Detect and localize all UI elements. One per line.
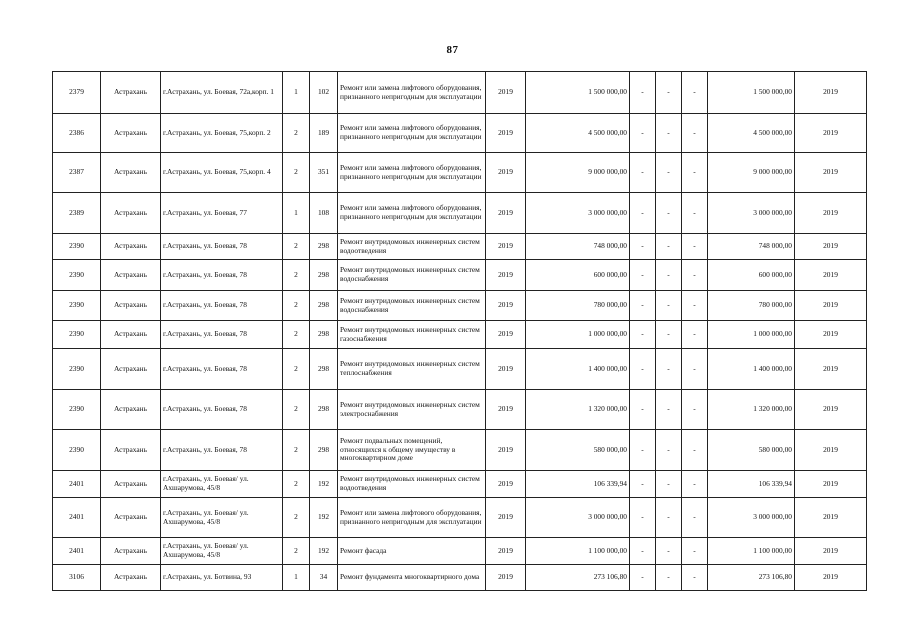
- cell-work-type: Ремонт подвальных помещений, относящихся к общему имуществу в многоквартирном доме: [338, 430, 486, 471]
- cell-total-cost: 1 500 000,00: [526, 72, 630, 114]
- cell-total-cost: 1 320 000,00: [526, 390, 630, 430]
- cell-dash-3: -: [682, 321, 708, 349]
- cell-address: г.Астрахань, ул. Боевая/ ул. Ахшарумова, 45/8: [161, 471, 283, 498]
- cell-total-cost: 273 106,80: [526, 565, 630, 591]
- cell-total-cost: 600 000,00: [526, 260, 630, 291]
- cell-year: 2019: [486, 498, 526, 538]
- cell-address: г.Астрахань, ул. Боевая/ ул. Ахшарумова, 45/8: [161, 538, 283, 565]
- table-row: [53, 498, 867, 538]
- cell-address: г.Астрахань, ул. Боевая, 78: [161, 291, 283, 321]
- cell-completion-year: 2019: [795, 260, 867, 291]
- cell-work-type: Ремонт фасада: [338, 538, 486, 565]
- cell-work-type: Ремонт внутридомовых инженерных систем водоотведения: [338, 234, 486, 260]
- cell-total-cost: 3 000 000,00: [526, 193, 630, 234]
- cell-apartments: 298: [310, 321, 338, 349]
- cell-dash-1: -: [630, 72, 656, 114]
- cell-fund-amount: 1 320 000,00: [708, 390, 795, 430]
- cell-apartments: 298: [310, 260, 338, 291]
- cell-completion-year: 2019: [795, 498, 867, 538]
- cell-completion-year: 2019: [795, 153, 867, 193]
- cell-address: г.Астрахань, ул. Боевая, 78: [161, 390, 283, 430]
- cell-entrances: 2: [283, 498, 310, 538]
- cell-dash-3: -: [682, 498, 708, 538]
- cell-city: Астрахань: [101, 193, 161, 234]
- table-row: [53, 234, 867, 260]
- cell-dash-3: -: [682, 114, 708, 153]
- table-row: [53, 114, 867, 153]
- cell-dash-2: -: [656, 538, 682, 565]
- cell-dash-2: -: [656, 471, 682, 498]
- cell-dash-3: -: [682, 72, 708, 114]
- cell-dash-1: -: [630, 153, 656, 193]
- cell-year: 2019: [486, 72, 526, 114]
- cell-apartments: 34: [310, 565, 338, 591]
- table-row: [53, 430, 867, 471]
- cell-dash-2: -: [656, 321, 682, 349]
- cell-entrances: 2: [283, 430, 310, 471]
- cell-apartments: 298: [310, 430, 338, 471]
- cell-dash-1: -: [630, 471, 656, 498]
- cell-completion-year: 2019: [795, 291, 867, 321]
- cell-row-id: 3106: [53, 565, 101, 591]
- cell-fund-amount: 273 106,80: [708, 565, 795, 591]
- cell-apartments: 298: [310, 390, 338, 430]
- cell-city: Астрахань: [101, 72, 161, 114]
- cell-dash-3: -: [682, 349, 708, 390]
- cell-total-cost: 106 339,94: [526, 471, 630, 498]
- cell-year: 2019: [486, 260, 526, 291]
- cell-total-cost: 748 000,00: [526, 234, 630, 260]
- cell-row-id: 2401: [53, 498, 101, 538]
- cell-row-id: 2389: [53, 193, 101, 234]
- table-row: [53, 153, 867, 193]
- cell-work-type: Ремонт или замена лифтового оборудования, признанного непригодным для эксплуатации: [338, 498, 486, 538]
- cell-fund-amount: 580 000,00: [708, 430, 795, 471]
- cell-dash-3: -: [682, 565, 708, 591]
- cell-fund-amount: 106 339,94: [708, 471, 795, 498]
- cell-address: г.Астрахань, ул. Боевая, 75,корп. 2: [161, 114, 283, 153]
- cell-work-type: Ремонт внутридомовых инженерных систем газоснабжения: [338, 321, 486, 349]
- page-number: 87: [446, 44, 459, 56]
- cell-completion-year: 2019: [795, 430, 867, 471]
- cell-dash-2: -: [656, 193, 682, 234]
- cell-address: г.Астрахань, ул. Боевая, 78: [161, 260, 283, 291]
- cell-row-id: 2390: [53, 234, 101, 260]
- cell-completion-year: 2019: [795, 538, 867, 565]
- cell-year: 2019: [486, 234, 526, 260]
- cell-apartments: 192: [310, 498, 338, 538]
- cell-apartments: 298: [310, 234, 338, 260]
- cell-dash-2: -: [656, 349, 682, 390]
- cell-city: Астрахань: [101, 471, 161, 498]
- cell-year: 2019: [486, 471, 526, 498]
- cell-city: Астрахань: [101, 390, 161, 430]
- cell-dash-1: -: [630, 291, 656, 321]
- cell-apartments: 192: [310, 538, 338, 565]
- table-row: [53, 538, 867, 565]
- cell-address: г.Астрахань, ул. Боевая/ ул. Ахшарумова, 45/8: [161, 498, 283, 538]
- cell-completion-year: 2019: [795, 349, 867, 390]
- cell-dash-1: -: [630, 349, 656, 390]
- cell-dash-1: -: [630, 193, 656, 234]
- cell-dash-1: -: [630, 321, 656, 349]
- cell-city: Астрахань: [101, 565, 161, 591]
- cell-address: г.Астрахань, ул. Боевая, 78: [161, 349, 283, 390]
- cell-year: 2019: [486, 430, 526, 471]
- cell-fund-amount: 780 000,00: [708, 291, 795, 321]
- cell-dash-3: -: [682, 153, 708, 193]
- cell-total-cost: 1 400 000,00: [526, 349, 630, 390]
- cell-dash-1: -: [630, 234, 656, 260]
- cell-completion-year: 2019: [795, 234, 867, 260]
- table-row: [53, 260, 867, 291]
- cell-total-cost: 9 000 000,00: [526, 153, 630, 193]
- cell-entrances: 1: [283, 565, 310, 591]
- cell-entrances: 2: [283, 471, 310, 498]
- cell-address: г.Астрахань, ул. Ботвина, 93: [161, 565, 283, 591]
- cell-entrances: 2: [283, 321, 310, 349]
- cell-entrances: 2: [283, 538, 310, 565]
- cell-work-type: Ремонт внутридомовых инженерных систем водоснабжения: [338, 260, 486, 291]
- cell-address: г.Астрахань, ул. Боевая, 77: [161, 193, 283, 234]
- cell-dash-1: -: [630, 260, 656, 291]
- cell-year: 2019: [486, 390, 526, 430]
- cell-completion-year: 2019: [795, 72, 867, 114]
- cell-year: 2019: [486, 153, 526, 193]
- cell-fund-amount: 748 000,00: [708, 234, 795, 260]
- cell-row-id: 2401: [53, 538, 101, 565]
- cell-city: Астрахань: [101, 349, 161, 390]
- cell-apartments: 108: [310, 193, 338, 234]
- cell-entrances: 2: [283, 349, 310, 390]
- cell-entrances: 2: [283, 234, 310, 260]
- cell-apartments: 298: [310, 349, 338, 390]
- cell-dash-1: -: [630, 390, 656, 430]
- cell-year: 2019: [486, 114, 526, 153]
- cell-work-type: Ремонт внутридомовых инженерных систем теплоснабжения: [338, 349, 486, 390]
- table-row: [53, 390, 867, 430]
- cell-dash-2: -: [656, 565, 682, 591]
- cell-dash-2: -: [656, 498, 682, 538]
- cell-row-id: 2390: [53, 291, 101, 321]
- cell-dash-2: -: [656, 114, 682, 153]
- cell-dash-3: -: [682, 234, 708, 260]
- cell-year: 2019: [486, 321, 526, 349]
- cell-fund-amount: 9 000 000,00: [708, 153, 795, 193]
- works-table: [52, 71, 867, 591]
- cell-entrances: 1: [283, 193, 310, 234]
- cell-year: 2019: [486, 538, 526, 565]
- cell-work-type: Ремонт внутридомовых инженерных систем электроснабжения: [338, 390, 486, 430]
- cell-dash-1: -: [630, 114, 656, 153]
- cell-dash-2: -: [656, 153, 682, 193]
- cell-row-id: 2390: [53, 349, 101, 390]
- cell-fund-amount: 1 500 000,00: [708, 72, 795, 114]
- cell-dash-3: -: [682, 538, 708, 565]
- cell-work-type: Ремонт или замена лифтового оборудования, признанного непригодным для эксплуатации: [338, 193, 486, 234]
- cell-entrances: 2: [283, 153, 310, 193]
- cell-dash-2: -: [656, 234, 682, 260]
- cell-address: г.Астрахань, ул. Боевая, 78: [161, 430, 283, 471]
- cell-year: 2019: [486, 565, 526, 591]
- cell-city: Астрахань: [101, 498, 161, 538]
- cell-apartments: 351: [310, 153, 338, 193]
- cell-address: г.Астрахань, ул. Боевая, 75,корп. 4: [161, 153, 283, 193]
- cell-fund-amount: 3 000 000,00: [708, 193, 795, 234]
- cell-year: 2019: [486, 291, 526, 321]
- cell-fund-amount: 1 100 000,00: [708, 538, 795, 565]
- cell-work-type: Ремонт внутридомовых инженерных систем водоснабжения: [338, 291, 486, 321]
- cell-city: Астрахань: [101, 291, 161, 321]
- cell-row-id: 2390: [53, 321, 101, 349]
- cell-row-id: 2379: [53, 72, 101, 114]
- cell-entrances: 2: [283, 390, 310, 430]
- cell-dash-3: -: [682, 471, 708, 498]
- cell-year: 2019: [486, 193, 526, 234]
- cell-fund-amount: 1 000 000,00: [708, 321, 795, 349]
- cell-dash-3: -: [682, 390, 708, 430]
- cell-city: Астрахань: [101, 114, 161, 153]
- cell-row-id: 2390: [53, 390, 101, 430]
- cell-completion-year: 2019: [795, 321, 867, 349]
- table-row: [53, 349, 867, 390]
- cell-dash-2: -: [656, 430, 682, 471]
- cell-entrances: 2: [283, 114, 310, 153]
- cell-apartments: 189: [310, 114, 338, 153]
- cell-dash-1: -: [630, 565, 656, 591]
- cell-row-id: 2386: [53, 114, 101, 153]
- cell-dash-3: -: [682, 193, 708, 234]
- cell-work-type: Ремонт внутридомовых инженерных систем водоотведения: [338, 471, 486, 498]
- cell-total-cost: 3 000 000,00: [526, 498, 630, 538]
- cell-city: Астрахань: [101, 321, 161, 349]
- cell-fund-amount: 600 000,00: [708, 260, 795, 291]
- cell-city: Астрахань: [101, 234, 161, 260]
- cell-work-type: Ремонт или замена лифтового оборудования, признанного непригодным для эксплуатации: [338, 72, 486, 114]
- cell-total-cost: 4 500 000,00: [526, 114, 630, 153]
- cell-dash-3: -: [682, 260, 708, 291]
- cell-total-cost: 580 000,00: [526, 430, 630, 471]
- cell-address: г.Астрахань, ул. Боевая, 78: [161, 321, 283, 349]
- cell-apartments: 102: [310, 72, 338, 114]
- cell-apartments: 298: [310, 291, 338, 321]
- cell-dash-3: -: [682, 430, 708, 471]
- cell-work-type: Ремонт или замена лифтового оборудования, признанного непригодным для эксплуатации: [338, 153, 486, 193]
- cell-city: Астрахань: [101, 430, 161, 471]
- cell-dash-3: -: [682, 291, 708, 321]
- table-row: [53, 291, 867, 321]
- cell-dash-2: -: [656, 390, 682, 430]
- cell-fund-amount: 4 500 000,00: [708, 114, 795, 153]
- cell-completion-year: 2019: [795, 471, 867, 498]
- cell-completion-year: 2019: [795, 114, 867, 153]
- cell-entrances: 2: [283, 291, 310, 321]
- cell-work-type: Ремонт или замена лифтового оборудования, признанного непригодным для эксплуатации: [338, 114, 486, 153]
- cell-city: Астрахань: [101, 153, 161, 193]
- cell-city: Астрахань: [101, 538, 161, 565]
- cell-completion-year: 2019: [795, 193, 867, 234]
- cell-total-cost: 1 000 000,00: [526, 321, 630, 349]
- cell-entrances: 1: [283, 72, 310, 114]
- table-row: [53, 321, 867, 349]
- cell-completion-year: 2019: [795, 565, 867, 591]
- cell-address: г.Астрахань, ул. Боевая, 72а,корп. 1: [161, 72, 283, 114]
- cell-apartments: 192: [310, 471, 338, 498]
- table-row: [53, 72, 867, 114]
- cell-row-id: 2387: [53, 153, 101, 193]
- cell-total-cost: 1 100 000,00: [526, 538, 630, 565]
- cell-entrances: 2: [283, 260, 310, 291]
- table-row: [53, 193, 867, 234]
- cell-row-id: 2390: [53, 430, 101, 471]
- cell-city: Астрахань: [101, 260, 161, 291]
- cell-year: 2019: [486, 349, 526, 390]
- cell-dash-2: -: [656, 72, 682, 114]
- cell-total-cost: 780 000,00: [526, 291, 630, 321]
- table-body: [53, 72, 867, 591]
- cell-row-id: 2401: [53, 471, 101, 498]
- cell-dash-2: -: [656, 291, 682, 321]
- cell-fund-amount: 3 000 000,00: [708, 498, 795, 538]
- table-row: [53, 565, 867, 591]
- cell-address: г.Астрахань, ул. Боевая, 78: [161, 234, 283, 260]
- cell-dash-1: -: [630, 430, 656, 471]
- cell-work-type: Ремонт фундамента многоквартирного дома: [338, 565, 486, 591]
- cell-dash-1: -: [630, 498, 656, 538]
- cell-dash-1: -: [630, 538, 656, 565]
- table-row: [53, 471, 867, 498]
- cell-dash-2: -: [656, 260, 682, 291]
- cell-fund-amount: 1 400 000,00: [708, 349, 795, 390]
- cell-row-id: 2390: [53, 260, 101, 291]
- cell-completion-year: 2019: [795, 390, 867, 430]
